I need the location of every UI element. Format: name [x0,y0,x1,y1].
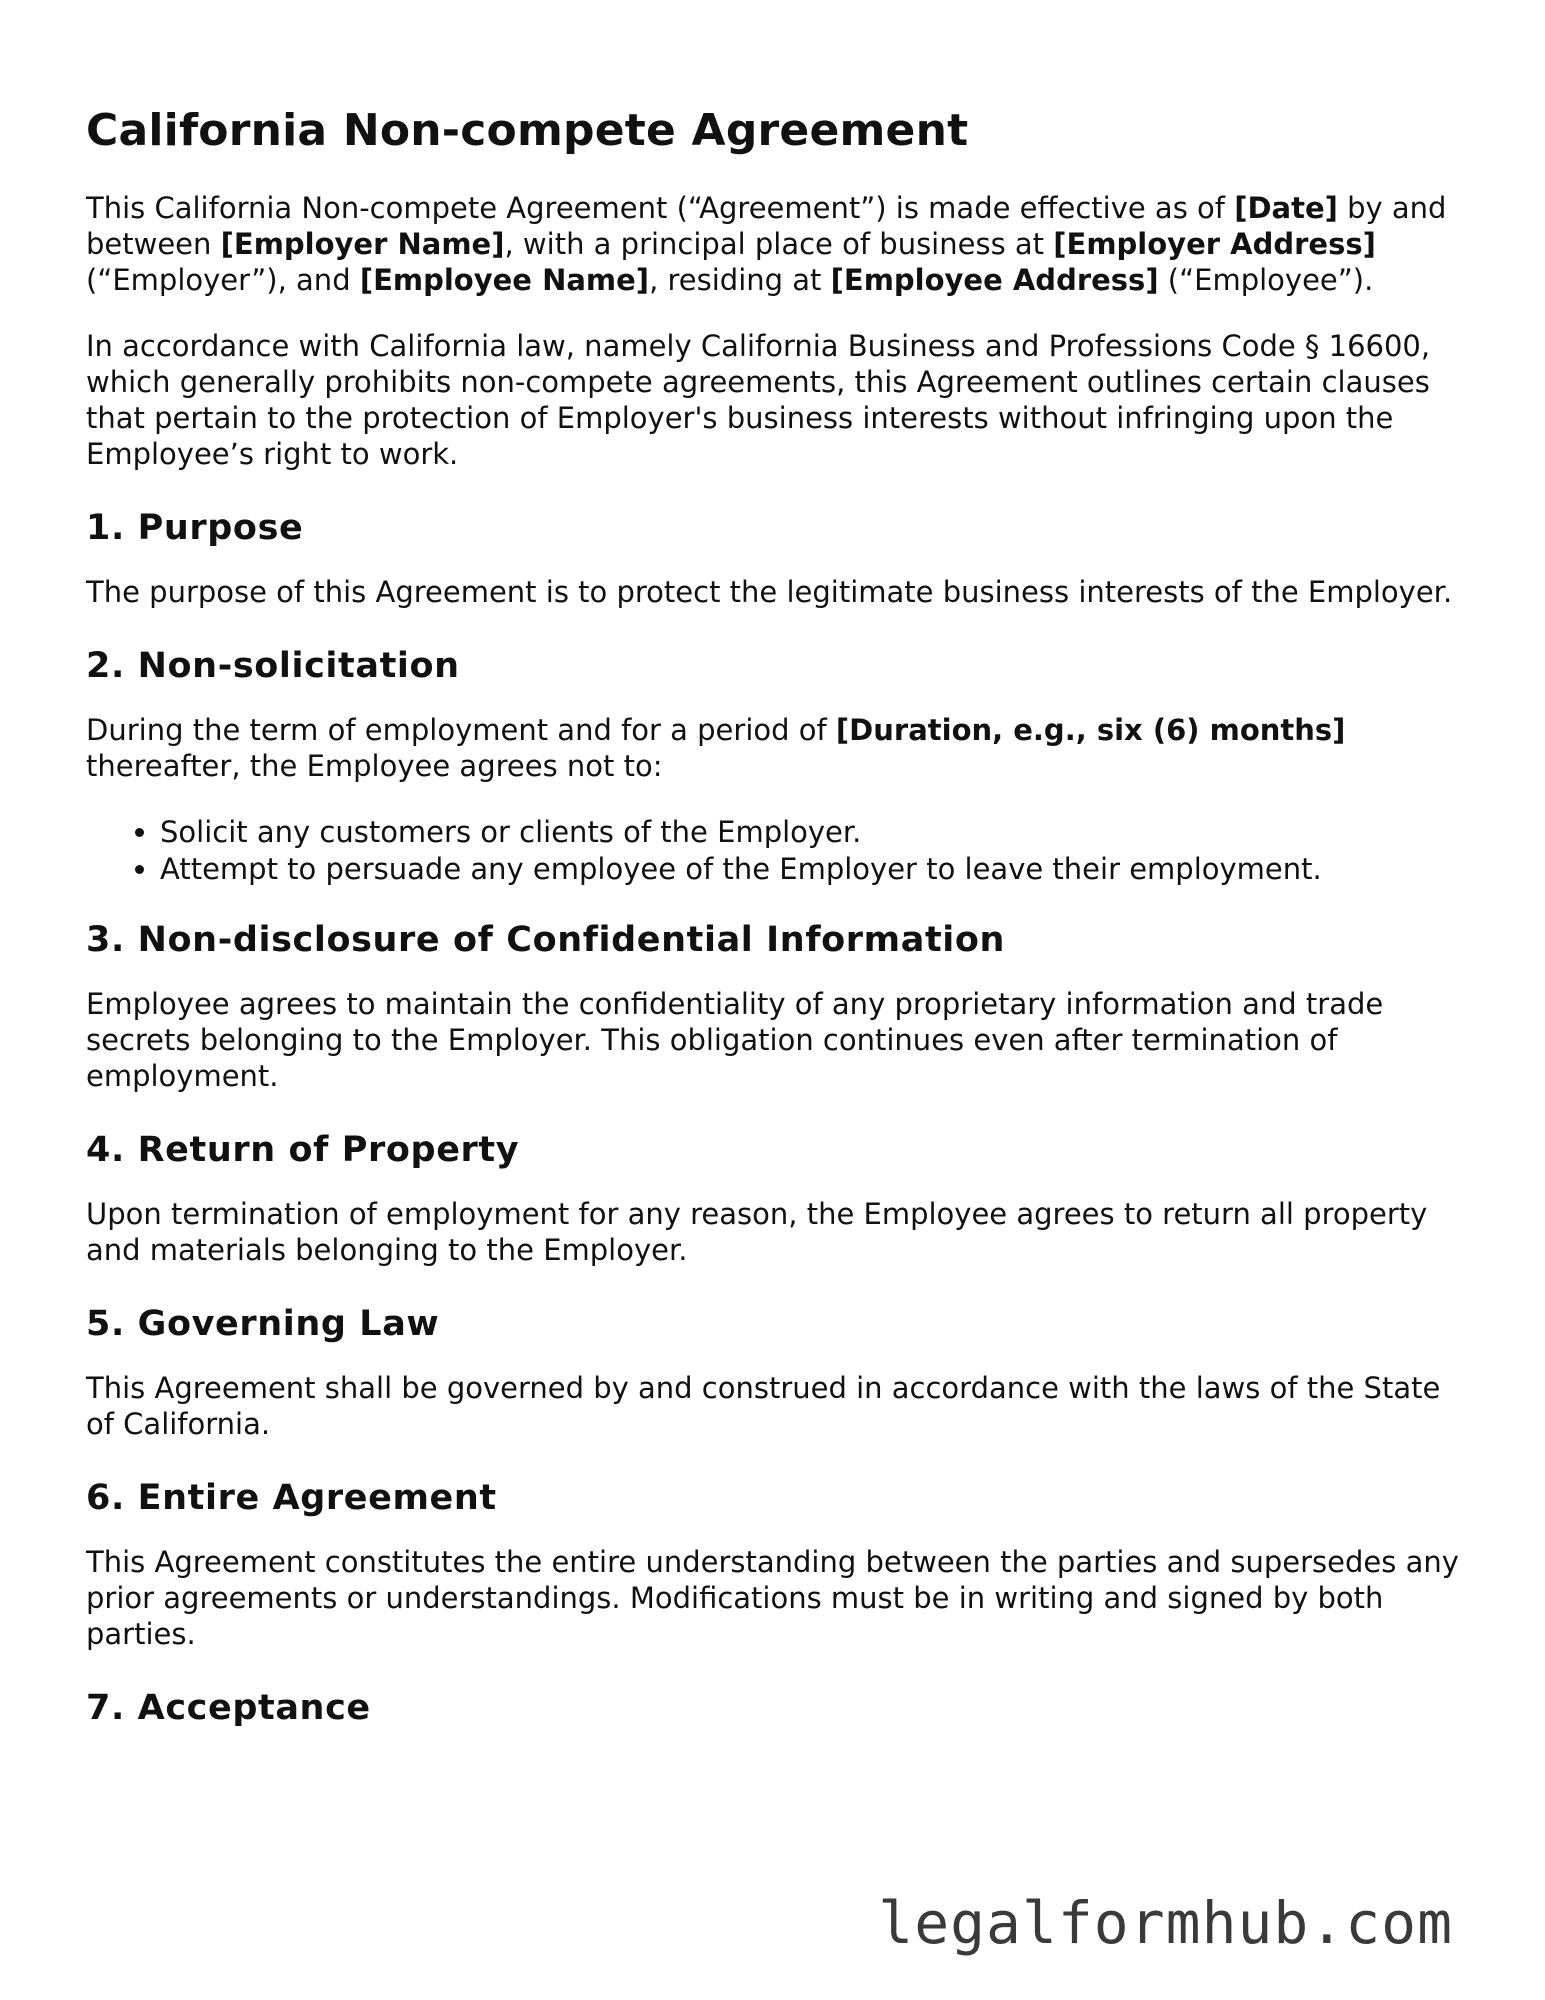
intro-text-3: , with a principal place of business at [504,227,1054,261]
section-heading-entire-agreement: 6. Entire Agreement [86,1478,497,1518]
watermark: legalformhub.com [878,1889,1453,1957]
intro-paragraph [86,190,1466,298]
date-placeholder: [Date] [1234,191,1338,225]
section-heading-governing-law: 5. Governing Law [86,1304,440,1344]
intro-text-2: by and between [86,191,1447,261]
section-heading-acceptance: 7. Acceptance [86,1688,371,1728]
section-text-nondisclosure: Employee agrees to maintain the confidentiality of any proprietary information and trade secrets belonging to the Employer. This obligation continues even after termination of employment. [86,987,1384,1093]
intro-text-1: This California Non-compete Agreement (“Agreement”) is made effective as of [86,191,1235,225]
law-paragraph: In accordance with California law, namely California Business and Professions Code § 16600, which generally prohibits non-compete agreements, this Agreement outlines certain clauses that pertain to the protection of Employer's business interests without infringing upon the Employee’s right to work. [86,329,1431,471]
nonsolicitation-text-1: During the term of employment and for a period of [86,713,836,747]
intro-text-6: (“Employee”). [1158,263,1374,297]
section-text-entire-agreement: This Agreement constitutes the entire understanding between the parties and supersedes any prior agreements or understandings. Modifications must be in writing and signed by both parties. [86,1545,1459,1651]
duration-placeholder: [Duration, e.g., six (6) months] [835,713,1346,747]
section-text-purpose: The purpose of this Agreement is to protect the legitimate business interests of the Employer. [86,575,1453,609]
section-heading-return-property: 4. Return of Property [86,1130,520,1170]
list-item: • Attempt to persuade any employee of the Employer to leave their employment. [160,851,1466,888]
intro-text-5: , residing at [649,263,831,297]
section-heading-purpose: 1. Purpose [86,508,304,548]
section-text-return-property: Upon termination of employment for any reason, the Employee agrees to return all property and materials belonging to the Employer. [86,1197,1428,1267]
section-heading-nonsolicitation: 2. Non-solicitation [86,646,460,686]
employee-name-placeholder: [Employee Name] [359,263,650,297]
list-item: • Solicit any customers or clients of the Employer. [160,814,1466,851]
page-title: California Non-compete Agreement [86,105,969,156]
document-page [86,104,1466,1754]
employer-name-placeholder: [Employer Name] [220,227,505,261]
nonsolicitation-list [86,814,1466,888]
employee-address-placeholder: [Employee Address] [830,263,1159,297]
section-heading-nondisclosure: 3. Non-disclosure of Confidential Information [86,920,1006,960]
nonsolicitation-text-2: thereafter, the Employee agrees not to: [86,749,663,783]
section-text-governing-law: This Agreement shall be governed by and construed in accordance with the laws of the State of California. [86,1371,1441,1441]
employer-address-placeholder: [Employer Address] [1053,227,1376,261]
section-text-nonsolicitation [86,712,1466,784]
intro-text-4: (“Employer”), and [86,263,360,297]
